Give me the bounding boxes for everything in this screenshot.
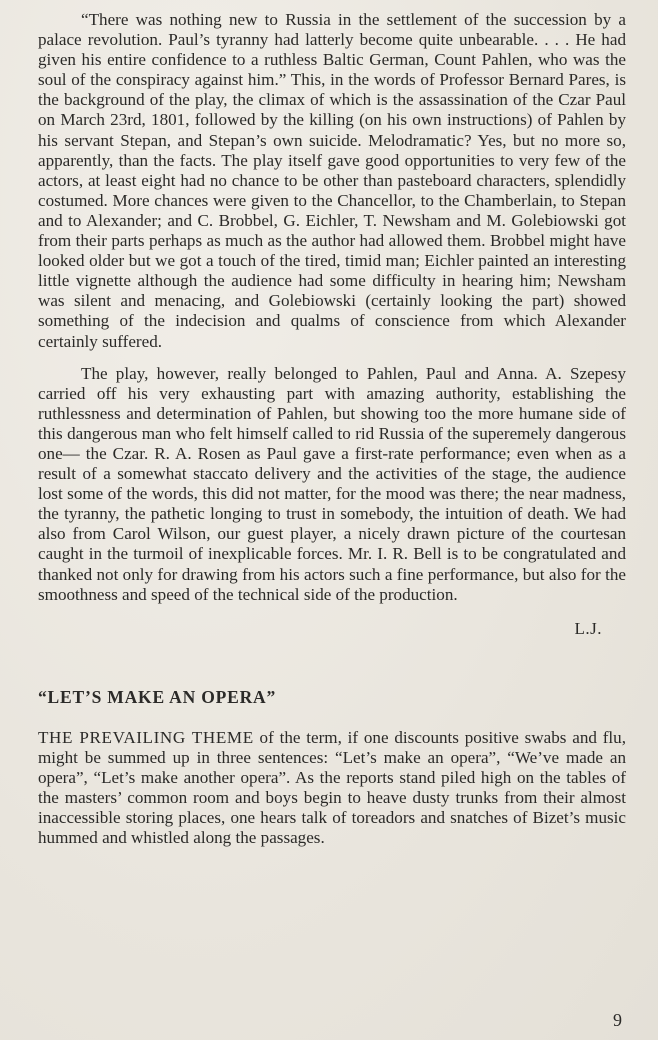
opera-lead-in: THE PREVAILING THEME: [38, 727, 254, 747]
review-signature: L.J.: [574, 618, 602, 638]
review-paragraph-1: “There was nothing new to Russia in the settlement of the succession by a palace revolution. Paul’s tyranny had latterly become quite unbearable. . . . He had given his entire confidence to a ruthless Baltic German, Count Pahlen, who was the soul of the conspiracy against him.” This, in the words of Professor Bernard Pares, is the background of the play, the climax of which is the assassination of the Czar Paul on March 23rd, 1801, followed by the killing (on his own instructions) of Pahlen by his servant Stepan, and Stepan’s own suicide. Melodramatic? Yes, but no more so, apparently, than the facts. The play itself gave good opportunities to very few of the actors, at least eight had no chance to be other than pasteboard characters, splendidly costumed. More chances were given to the Chancellor, to the Chamberlain, to Stepan and to Alexander; and C. Brobbel, G. Eichler, T. Newsham and M. Golebiowski got from their parts perhaps as much as the author had allowed them. Brobbel might have looked older but we got a touch of the tired, timid man; Eichler painted an interesting little vignette although the audience had some difficulty in hearing him; Newsham was silent and menacing, and Golebiowski (certainly looking the part) showed something of the indecision and qualms of conscience from which Alexander certainly suffered.: [38, 10, 626, 351]
page-number: 9: [613, 1010, 622, 1030]
opera-body-text: of the term, if one discounts positive swabs and flu, might be summed up in three sentences: “Let’s make an opera”, “We’ve made an opera”, “Let’s make another opera”. As the reports stand piled high on the tables of the masters’ common room and boys begin to heave dusty trunks from their almost inaccessible storing places, one hears talk of toreadors and snatches of Bizet’s music hummed and whistled along the passages.: [38, 727, 626, 848]
opera-paragraph: [38, 728, 626, 849]
review-paragraph-2: The play, however, really belonged to Pahlen, Paul and Anna. A. Szepesy carried off his very exhausting part with amazing authority, establishing the ruthlessness and determination of Pahlen, but showing too the more humane side of this dangerous man who felt himself called to rid Russia of the superemely dangerous one— the Czar. R. A. Rosen as Paul gave a first-rate performance; even when as a result of a somewhat staccato delivery and the activities of the stage, the audience lost some of the words, this did not matter, for the mood was there; the near madness, the tyranny, the pathetic longing to trust in somebody, the intuition of death. We had also from Carol Wilson, our guest player, a nicely drawn picture of the courtesan caught in the turmoil of inexplicable forces. Mr. I. R. Bell is to be congratulated and thanked not only for drawing from his actors such a fine performance, but also for the smoothness and speed of the technical side of the production.: [38, 363, 626, 604]
magazine-page: [38, 10, 626, 848]
section-heading: “LET’S MAKE AN OPERA”: [38, 686, 277, 707]
